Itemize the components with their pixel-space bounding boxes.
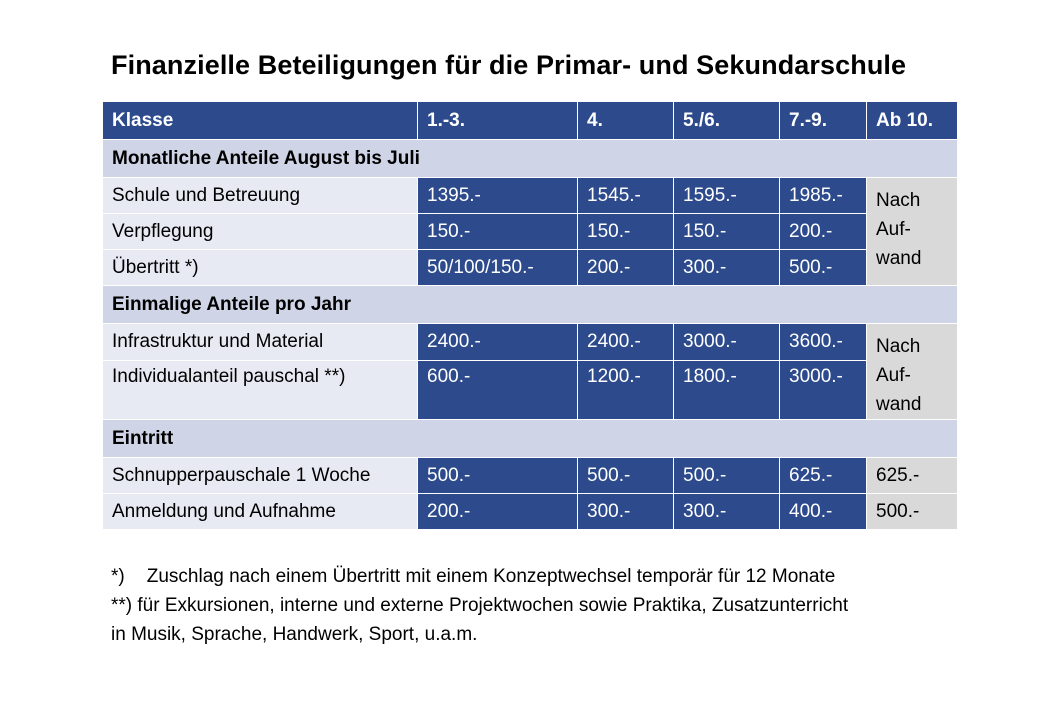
col-header-klasse: Klasse xyxy=(103,102,418,140)
cell-value: 1200.- xyxy=(578,360,674,419)
nach-aufwand-line: Auf- xyxy=(876,219,911,240)
cell-value: 300.- xyxy=(674,494,780,530)
cell-value: 625.- xyxy=(780,458,867,494)
cell-value: 200.- xyxy=(780,214,867,250)
cell-value: 400.- xyxy=(780,494,867,530)
nach-aufwand-line: wand xyxy=(876,248,922,269)
table-header-row xyxy=(103,102,958,140)
cell-value: 300.- xyxy=(674,250,780,286)
section-row-entry xyxy=(103,420,958,458)
cell-value: 500.- xyxy=(418,458,578,494)
cell-value: 600.- xyxy=(418,360,578,419)
cell-value: 1395.- xyxy=(418,178,578,214)
row-label: Verpflegung xyxy=(103,214,418,250)
nach-aufwand-line: wand xyxy=(876,394,922,415)
nach-aufwand-cell xyxy=(867,178,958,286)
section-row-yearly xyxy=(103,286,958,324)
cell-value: 3000.- xyxy=(780,360,867,419)
page-title: Finanzielle Beteiligungen für die Primar- und Sekundarschule xyxy=(111,50,907,80)
row-label: Individualanteil pauschal **) xyxy=(103,360,418,419)
table-row-anmeldung xyxy=(103,494,958,530)
cell-value: 500.- xyxy=(674,458,780,494)
row-label: Anmeldung und Aufnahme xyxy=(103,494,418,530)
cell-value: 1545.- xyxy=(578,178,674,214)
col-header-7-9: 7.-9. xyxy=(780,102,867,140)
cell-value: 200.- xyxy=(418,494,578,530)
cell-value: 150.- xyxy=(674,214,780,250)
cell-value: 50/100/150.- xyxy=(418,250,578,286)
footnote-1 xyxy=(111,562,848,591)
col-header-ab-10: Ab 10. xyxy=(867,102,958,140)
cell-value: 300.- xyxy=(578,494,674,530)
cell-value: 1800.- xyxy=(674,360,780,419)
table-row-infrastruktur xyxy=(103,324,958,361)
col-header-1-3: 1.-3. xyxy=(418,102,578,140)
footnote-1-text: Zuschlag nach einem Übertritt mit einem Konzeptwechsel temporär für 12 Monate xyxy=(146,566,836,587)
table-row-schule xyxy=(103,178,958,214)
col-header-4: 4. xyxy=(578,102,674,140)
section-title: Monatliche Anteile August bis Juli xyxy=(103,140,958,178)
cell-value: 2400.- xyxy=(578,324,674,361)
cell-value: 500.- xyxy=(578,458,674,494)
table-row-uebertritt xyxy=(103,250,958,286)
nach-aufwand-line: Nach xyxy=(876,336,921,357)
row-label: Schnupperpauschale 1 Woche xyxy=(103,458,418,494)
section-row-monthly xyxy=(103,140,958,178)
nach-aufwand-line: Auf- xyxy=(876,365,911,386)
fee-table xyxy=(102,101,958,530)
table-row-schnupper xyxy=(103,458,958,494)
cell-value: 2400.- xyxy=(418,324,578,361)
footnote-1-mark: *) xyxy=(111,566,125,587)
footnote-2-line-1: **) für Exkursionen, interne und externe Projektwochen sowie Praktika, Zusatzunterricht xyxy=(111,595,849,616)
table-row-verpflegung xyxy=(103,214,958,250)
table-row-individualanteil xyxy=(103,360,958,419)
nach-aufwand-line: Nach xyxy=(876,190,921,211)
col-header-5-6: 5./6. xyxy=(674,102,780,140)
cell-value: 500.- xyxy=(780,250,867,286)
cell-value: 3600.- xyxy=(780,324,867,361)
section-title: Eintritt xyxy=(103,420,958,458)
nach-aufwand-cell xyxy=(867,324,958,420)
row-label: Übertritt *) xyxy=(103,250,418,286)
cell-value: 150.- xyxy=(578,214,674,250)
cell-value: 625.- xyxy=(867,458,958,494)
row-label: Infrastruktur und Material xyxy=(103,324,418,361)
cell-value: 3000.- xyxy=(674,324,780,361)
footnotes xyxy=(111,562,848,649)
row-label: Schule und Betreuung xyxy=(103,178,418,214)
cell-value: 500.- xyxy=(867,494,958,530)
cell-value: 150.- xyxy=(418,214,578,250)
cell-value: 200.- xyxy=(578,250,674,286)
cell-value: 1595.- xyxy=(674,178,780,214)
section-title: Einmalige Anteile pro Jahr xyxy=(103,286,958,324)
footnote-2-line-2: in Musik, Sprache, Handwerk, Sport, u.a.m. xyxy=(111,624,478,645)
cell-value: 1985.- xyxy=(780,178,867,214)
